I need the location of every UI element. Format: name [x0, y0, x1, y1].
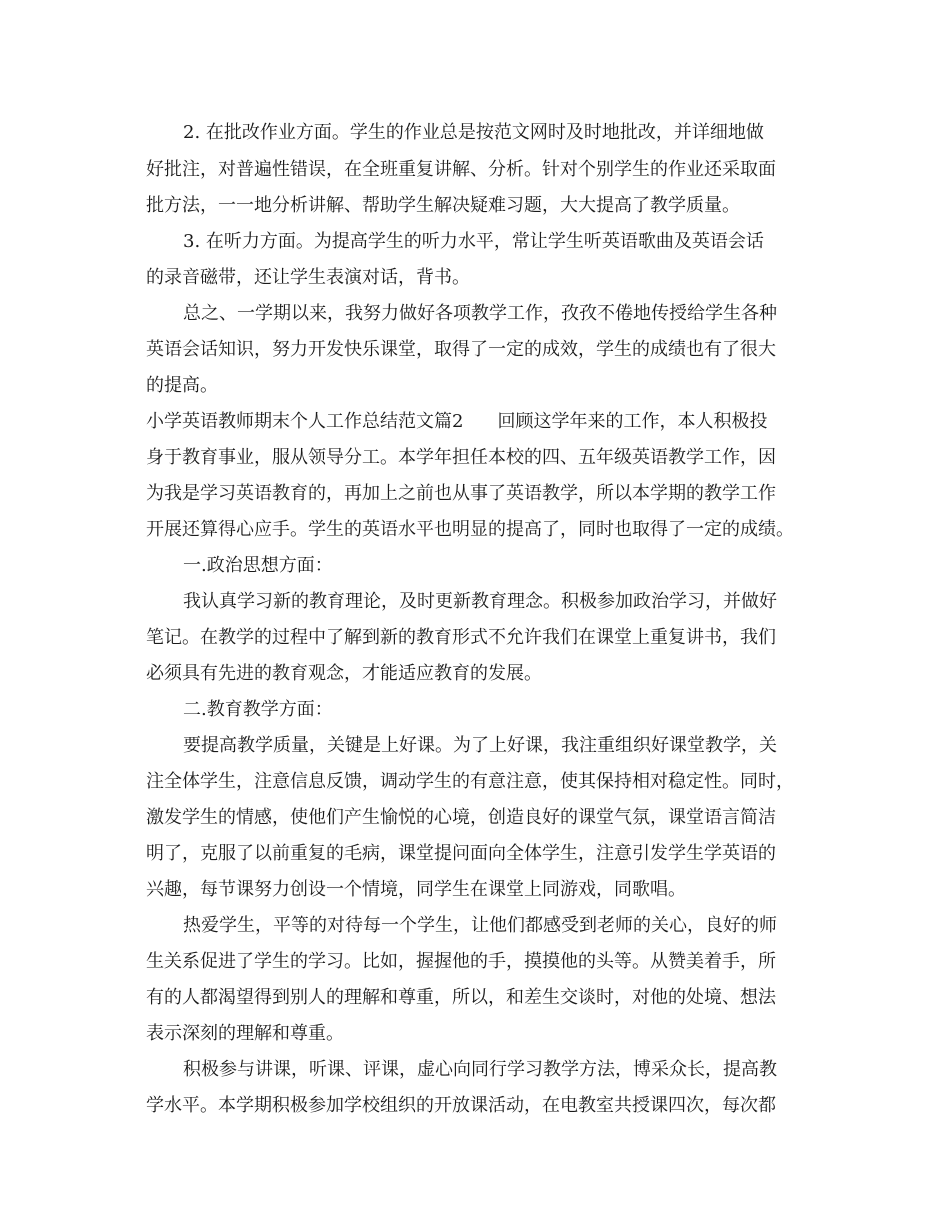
text-line: 必须具有先进的教育观念，才能适应教育的发展。 — [146, 663, 542, 684]
text-line: 回顾这学年来的工作，本人积极投 — [497, 411, 768, 432]
text-line: 明了，克服了以前重复的毛病，课堂提问面向全体学生，注意引发学生学英语的 — [146, 843, 776, 864]
section-heading-line — [146, 405, 866, 439]
text-line: 好批注，对普遍性错误，在全班重复讲解、分析。针对个别学生的作业还采取面 — [146, 159, 776, 180]
text-line: 学水平。本学期积极参加学校组织的开放课活动，在电教室共授课四次，每次都 — [146, 1095, 776, 1116]
text-line: 批方法，一一地分析讲解、帮助学生解决疑难习题，大大提高了教学质量。 — [146, 195, 740, 216]
text-line: 的提高。 — [146, 375, 218, 396]
text-line: 兴趣，每节课努力创设一个情境，同学生在课堂上同游戏，同歌唱。 — [146, 879, 686, 900]
text-line: 总之、一学期以来，我努力做好各项教学工作，孜孜不倦地传授给学生各种 — [183, 303, 777, 324]
text-line: 热爱学生，平等的对待每一个学生，让他们都感受到老师的关心，良好的师 — [183, 915, 777, 936]
text-line: 生关系促进了学生的学习。比如，握握他的手，摸摸他的头等。从赞美着手，所 — [146, 951, 776, 972]
text-line: 英语会话知识，努力开发快乐课堂，取得了一定的成效，学生的成绩也有了很大 — [146, 339, 776, 360]
text-line: 表示深刻的理解和尊重。 — [146, 1023, 344, 1044]
text-line: 要提高教学质量，关键是上好课。为了上好课，我注重组织好课堂教学，关 — [183, 735, 777, 756]
text-line: 我认真学习新的教育理论，及时更新教育理念。积极参加政治学习，并做好 — [183, 591, 777, 612]
text-line: 3. 在听力方面。为提高学生的听力水平，常让学生听英语歌曲及英语会话 — [183, 231, 764, 252]
text-line: 注全体学生，注意信息反馈，调动学生的有意注意，使其保持相对稳定性。同时， — [146, 771, 794, 792]
text-line: 激发学生的情感，使他们产生愉悦的心境，创造良好的课堂气氛，课堂语言简洁 — [146, 807, 776, 828]
text-line: 笔记。在教学的过程中了解到新的教育形式不允许我们在课堂上重复讲书，我们 — [146, 627, 776, 648]
text-line: 为我是学习英语教育的，再加上之前也从事了英语教学，所以本学期的教学工作 — [146, 483, 776, 504]
subheading: 一.政治思想方面： — [183, 555, 333, 576]
text-line: 身于教育事业，服从领导分工。本学年担任本校的四、五年级英语教学工作，因 — [146, 447, 776, 468]
section-heading: 小学英语教师期末个人工作总结范文篇2 — [146, 411, 464, 432]
text-line: 开展还算得心应手。学生的英语水平也明显的提高了，同时也取得了一定的成绩。 — [146, 519, 794, 540]
text-line: 积极参与讲课，听课、评课，虚心向同行学习教学方法，博采众长，提高教 — [183, 1059, 777, 1080]
text-line: 有的人都渴望得到别人的理解和尊重，所以，和差生交谈时，对他的处境、想法 — [146, 987, 776, 1008]
text-line: 2. 在批改作业方面。学生的作业总是按范文网时及时地批改，并详细地做 — [183, 122, 764, 143]
subheading: 二.教育教学方面： — [183, 699, 333, 720]
text-line: 的录音磁带，还让学生表演对话，背书。 — [146, 267, 470, 288]
